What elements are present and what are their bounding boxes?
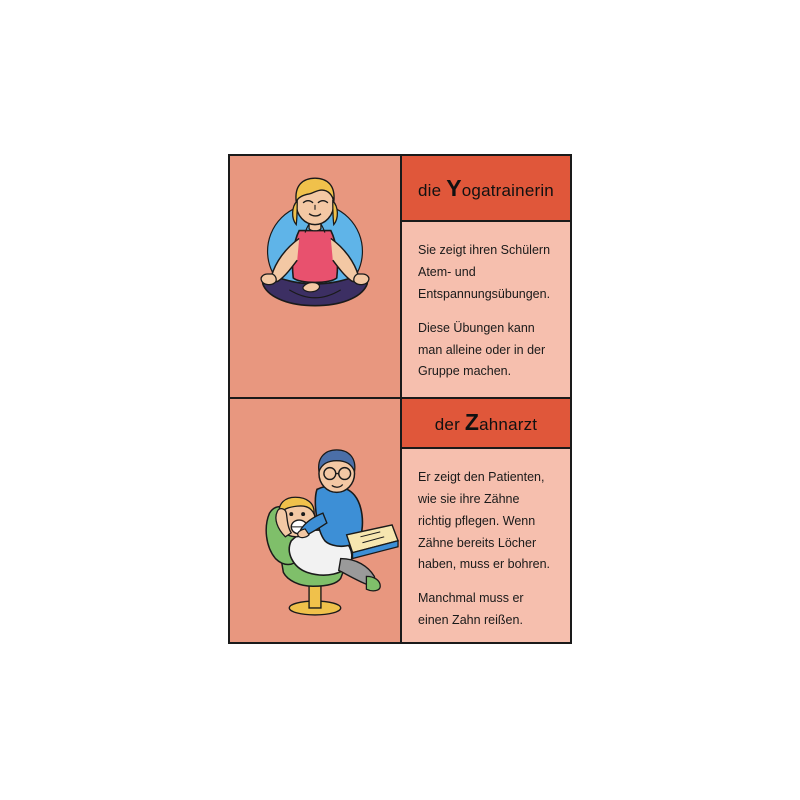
title-capital: Y	[446, 174, 462, 201]
title-rest: ahnarzt	[479, 415, 538, 435]
entry-yogatrainerin	[230, 156, 570, 399]
entry-title-bar-2	[402, 399, 570, 449]
entry-body-1	[402, 222, 570, 397]
title-capital: Z	[464, 409, 480, 436]
dentist-drawing	[230, 399, 400, 642]
title-prefix: der	[434, 415, 465, 435]
entry-paragraph: Diese Übungen kann man alleine oder in der Gruppe machen.	[418, 320, 546, 379]
dentist-illustration	[230, 399, 402, 642]
entry-zahnarzt	[230, 399, 570, 642]
entry-text-column-2	[402, 399, 570, 642]
flashcard	[228, 154, 572, 644]
title-rest: ogatrainerin	[461, 180, 554, 200]
entry-title-2	[435, 409, 537, 436]
entry-paragraph: Manchmal muss er einen Zahn reißen.	[418, 591, 524, 628]
entry-paragraph: Sie zeigt ihren Schülern Atem- und Entspannungsübungen.	[418, 243, 551, 301]
yoga-trainer-illustration	[230, 156, 402, 397]
entry-text-column-1	[402, 156, 570, 397]
entry-body-2	[402, 449, 570, 642]
title-prefix: die	[418, 180, 447, 200]
entry-paragraph: Er zeigt den Patienten, wie sie ihre Zähne richtig pflegen. Wenn Zähne bereits Löcher haben, muss er bohren.	[418, 469, 551, 572]
entry-title-1	[418, 175, 554, 202]
yoga-trainer-drawing	[230, 156, 400, 397]
entry-title-bar-1	[402, 156, 570, 222]
